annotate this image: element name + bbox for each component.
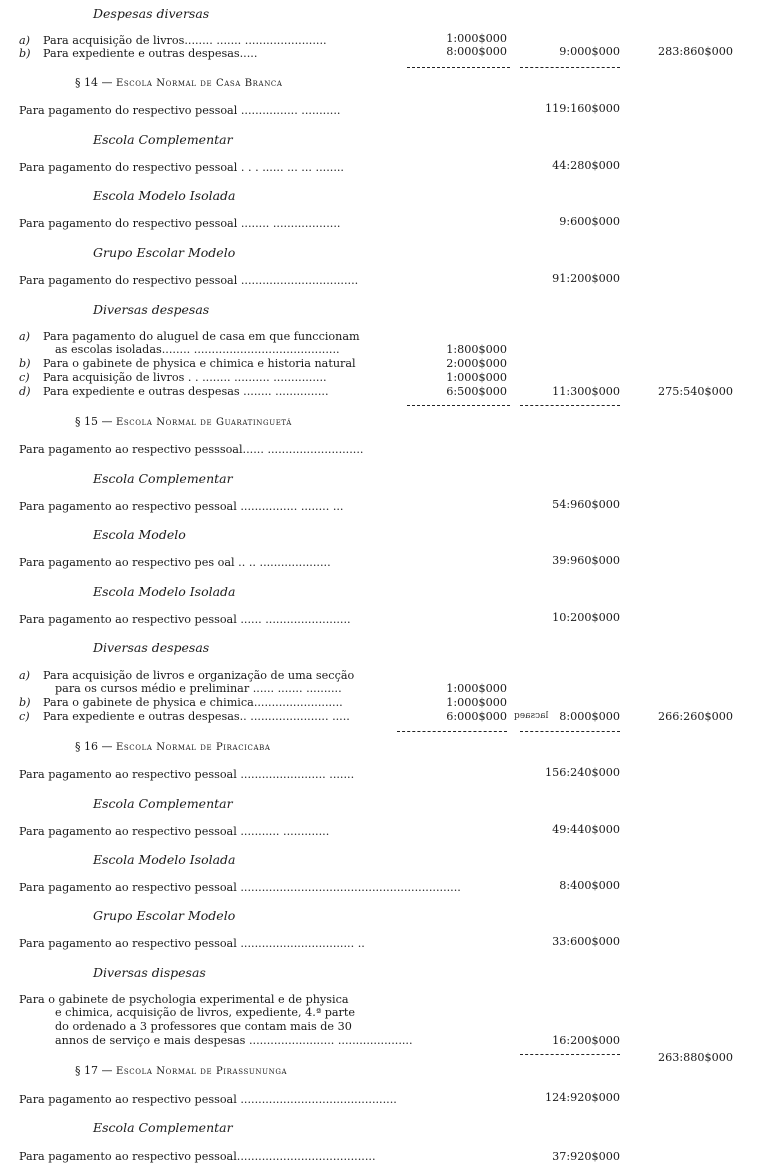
item-letter: c) bbox=[19, 371, 30, 384]
underline-rule bbox=[520, 731, 620, 732]
item-amount: 1:000$000 bbox=[446, 696, 507, 709]
pessoal-line: Para pagamento do respectivo pessoal . . . ...... ... ... ........ bbox=[19, 161, 344, 174]
pessoal-amount: 10:200$000 bbox=[552, 611, 620, 624]
item-letter: b) bbox=[19, 357, 31, 370]
item-text: Para acquisição de livros e organização de uma secção bbox=[43, 669, 355, 682]
pessoal-line: Para pagamento ao respectivo pessoal ................ ........ ... bbox=[19, 500, 344, 513]
paragraph-line: annos de serviço e mais despesas ........................ ..................... bbox=[55, 1034, 413, 1047]
total-amount: 275:540$000 bbox=[658, 385, 733, 398]
heading-escola-modelo: Escola Modelo bbox=[93, 527, 186, 542]
heading-escola-modelo-isolada: Escola Modelo Isolada bbox=[93, 584, 236, 599]
item-amount: 6:500$000 bbox=[446, 385, 507, 398]
item-amount: 6:000$000 bbox=[446, 710, 507, 723]
subtotal-amount: 9:000$000 bbox=[559, 45, 620, 58]
underline-rule bbox=[520, 1054, 620, 1055]
pessoal-line: Para pagamento ao respectivo pessoal ............................................ bbox=[19, 1093, 397, 1106]
heading-escola-modelo-isolada: Escola Modelo Isolada bbox=[93, 188, 236, 203]
pessoal-amount: 156:240$000 bbox=[545, 766, 620, 779]
pessoal-amount: 9:600$000 bbox=[559, 215, 620, 228]
pessoal-amount: 8:400$000 bbox=[559, 879, 620, 892]
pessoal-amount: 124:920$000 bbox=[545, 1091, 620, 1104]
item-letter: b) bbox=[19, 696, 31, 709]
pessoal-line: Para pagamento do respectivo pessoal ........ ................... bbox=[19, 217, 341, 230]
pessoal-line: Para pagamento do respectivo pessoal ................ ........... bbox=[19, 104, 341, 117]
heading-diversas-dispesas: Diversas dispesas bbox=[93, 965, 206, 980]
item-text-cont: as escolas isoladas........ ......................................... bbox=[55, 343, 340, 356]
item-text: Para pagamento do aluguel de casa em que funccionam bbox=[43, 330, 360, 343]
item-letter: a) bbox=[19, 669, 31, 682]
total-amount: 263:880$000 bbox=[658, 1051, 733, 1064]
pessoal-line: Para pagamento ao respectivo pessoal ................................ .. bbox=[19, 937, 365, 950]
underline-rule bbox=[397, 731, 507, 732]
heading-despesas-diversas: Despesas diversas bbox=[93, 6, 210, 21]
total-amount: 283:860$000 bbox=[658, 45, 733, 58]
item-letter: a) bbox=[19, 330, 31, 343]
item-amount: 1:000$000 bbox=[446, 371, 507, 384]
underline-rule bbox=[407, 67, 510, 68]
pessoal-amount: 119:160$000 bbox=[545, 102, 620, 115]
heading-escola-modelo-isolada: Escola Modelo Isolada bbox=[93, 852, 236, 867]
paragraph-line: Para o gabinete de psychologia experimental e de physica bbox=[19, 993, 349, 1006]
subtotal-amount: 16:200$000 bbox=[552, 1034, 620, 1047]
pessoal-amount: 54:960$000 bbox=[552, 498, 620, 511]
heading-diversas-despesas: Diversas despesas bbox=[93, 302, 210, 317]
item-amount: 8:000$000 bbox=[446, 45, 507, 58]
subtotal-amount: 11:300$000 bbox=[552, 385, 620, 398]
pessoal-amount: 91:200$000 bbox=[552, 272, 620, 285]
heading-escola-complementar: Escola Complementar bbox=[93, 132, 233, 147]
pessoal-amount: 44:280$000 bbox=[552, 159, 620, 172]
item-text: Para o gabinete de physica e chimica e historia natural bbox=[43, 357, 356, 370]
item-amount: 1:800$000 bbox=[446, 343, 507, 356]
pessoal-amount: 37:920$000 bbox=[552, 1150, 620, 1163]
item-letter: b) bbox=[19, 47, 31, 60]
section-17-heading: § 17 — Escola Normal de Pirassununga bbox=[75, 1064, 288, 1077]
item-text: Para expediente e outras despesas ........ ............... bbox=[43, 385, 329, 398]
item-amount: 1:000$000 bbox=[446, 682, 507, 695]
underline-rule bbox=[520, 405, 620, 406]
pessoal-line: Para pagamento do respectivo pessoal ................................. bbox=[19, 274, 359, 287]
item-text: Para acquisição de livros........ ....... ....................... bbox=[43, 34, 327, 47]
section-14-heading: § 14 — Escola Normal de Casa Branca bbox=[75, 76, 283, 89]
heading-escola-complementar: Escola Complementar bbox=[93, 471, 233, 486]
item-text: Para expediente e outras despesas.. ...................... ..... bbox=[43, 710, 350, 723]
pessoal-amount: 49:440$000 bbox=[552, 823, 620, 836]
heading-grupo-escolar-modelo: Grupo Escolar Modelo bbox=[93, 908, 236, 923]
underline-rule bbox=[407, 405, 510, 406]
heading-escola-complementar: Escola Complementar bbox=[93, 796, 233, 811]
pessoal-line: Para pagamento ao respectivo pesssoal...... ........................... bbox=[19, 443, 364, 456]
pessoal-line: Para pagamento ao respectivo pessoal .............................................................. bbox=[19, 881, 461, 894]
item-letter: c) bbox=[19, 710, 30, 723]
item-text: Para expediente e outras despesas..... bbox=[43, 47, 258, 60]
paragraph-line: e chimica, acquisição de livros, expediente, 4.ª parte bbox=[55, 1006, 355, 1019]
item-text: Para o gabinete de physica e chimica......................... bbox=[43, 696, 343, 709]
item-letter: a) bbox=[19, 34, 31, 47]
section-15-heading: § 15 — Escola Normal de Guaratinguetá bbox=[75, 415, 292, 428]
total-amount: 266:260$000 bbox=[658, 710, 733, 723]
pessoal-line: Para pagamento ao respectivo pessoal....................................... bbox=[19, 1150, 376, 1163]
mirrored-bleed-text: lacsaeq bbox=[514, 711, 549, 721]
section-16-heading: § 16 — Escola Normal de Piracicaba bbox=[75, 740, 271, 753]
pessoal-amount: 33:600$000 bbox=[552, 935, 620, 948]
item-letter: d) bbox=[19, 385, 31, 398]
pessoal-line: Para pagamento ao respectivo pessoal ........................ ....... bbox=[19, 768, 355, 781]
subtotal-amount: 8:000$000 bbox=[559, 710, 620, 723]
pessoal-line: Para pagamento ao respectivo pes oal .. .. .................... bbox=[19, 556, 331, 569]
item-amount: 1:000$000 bbox=[446, 32, 507, 45]
pessoal-amount: 39:960$000 bbox=[552, 554, 620, 567]
heading-escola-complementar: Escola Complementar bbox=[93, 1120, 233, 1135]
paragraph-line: do ordenado a 3 professores que contam mais de 30 bbox=[55, 1020, 352, 1033]
pessoal-line: Para pagamento ao respectivo pessoal ...... ........................ bbox=[19, 613, 351, 626]
heading-diversas-despesas: Diversas despesas bbox=[93, 640, 210, 655]
item-amount: 2:000$000 bbox=[446, 357, 507, 370]
pessoal-line: Para pagamento ao respectivo pessoal ........... ............. bbox=[19, 825, 330, 838]
underline-rule bbox=[520, 67, 620, 68]
item-text: Para acquisição de livros . . ........ .......... ............... bbox=[43, 371, 327, 384]
item-text-cont: para os cursos médio e preliminar ...... ....... .......... bbox=[55, 682, 342, 695]
heading-grupo-escolar-modelo: Grupo Escolar Modelo bbox=[93, 245, 236, 260]
